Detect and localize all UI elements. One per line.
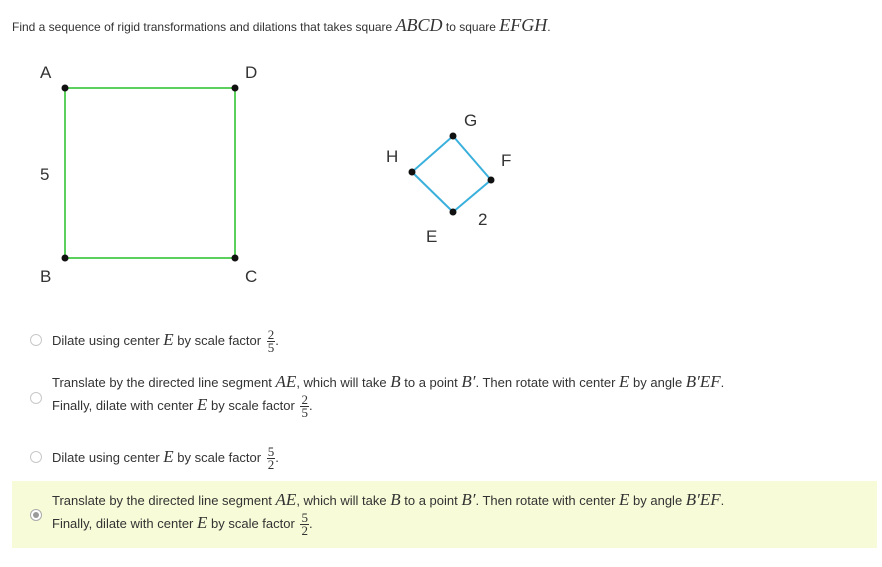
- choice-3-radio[interactable]: [30, 451, 42, 463]
- label-g: G: [464, 111, 478, 130]
- choice-4[interactable]: Translate by the directed line segment AE, which will take B to a point B′. Then rotate with center E by angle B′EF. Finally, dilate with center E by scale factor $\frac{5}{2}$ .: [12, 481, 877, 548]
- label-f: F: [501, 151, 512, 170]
- label-a: A: [40, 63, 52, 82]
- vertex-c: [232, 255, 239, 262]
- scale-factor-fraction: $\frac{2}{5}$: [267, 327, 275, 355]
- vertex-a: [62, 85, 69, 92]
- vertex-f: [488, 177, 495, 184]
- vertex-g: [450, 133, 457, 140]
- square-abcd: ABCD: [395, 15, 443, 35]
- choice-4-radio[interactable]: [30, 509, 42, 521]
- choice-1-text: Dilate using center E by scale factor $\frac{2}{5}$ .: [52, 327, 279, 355]
- vertex-d: [232, 85, 239, 92]
- square-abcd-diagram: [40, 63, 257, 286]
- vertex-h: [409, 169, 416, 176]
- side-label-5: 5: [40, 165, 50, 184]
- small-square: [412, 136, 491, 212]
- label-c: C: [245, 267, 258, 286]
- label-d: D: [245, 63, 258, 82]
- side-label-2: 2: [478, 210, 488, 229]
- choice-2-radio[interactable]: [30, 392, 42, 404]
- choice-3-text: Dilate using center E by scale factor $\frac{5}{2}$ .: [52, 444, 279, 472]
- scale-factor-fraction: $\frac{5}{2}$: [301, 510, 308, 538]
- choice-2[interactable]: Translate by the directed line segment AE, which will take B to a point B′. Then rotate with center E by angle B′EF. Finally, dilate with center E by scale factor $\frac{2}{5}$ .: [12, 366, 877, 428]
- label-e: E: [426, 227, 438, 246]
- vertex-e: [450, 209, 457, 216]
- choice-1[interactable]: [12, 323, 877, 357]
- big-square: [65, 88, 235, 258]
- choice-1-radio[interactable]: [30, 334, 42, 346]
- label-b: B: [40, 267, 52, 286]
- question-text: Find a sequence of rigid transformations and dilations that takes square ABCD to square EFGH.: [12, 15, 551, 35]
- scale-factor-fraction: $\frac{2}{5}$: [301, 392, 308, 420]
- label-h: H: [386, 147, 399, 166]
- square-efgh-diagram: [386, 111, 511, 246]
- vertex-b: [62, 255, 69, 262]
- scale-factor-fraction: $\frac{5}{2}$: [267, 444, 275, 472]
- choice-3[interactable]: [12, 440, 877, 474]
- squares-figure: [0, 50, 560, 295]
- square-efgh: EFGH: [499, 15, 548, 35]
